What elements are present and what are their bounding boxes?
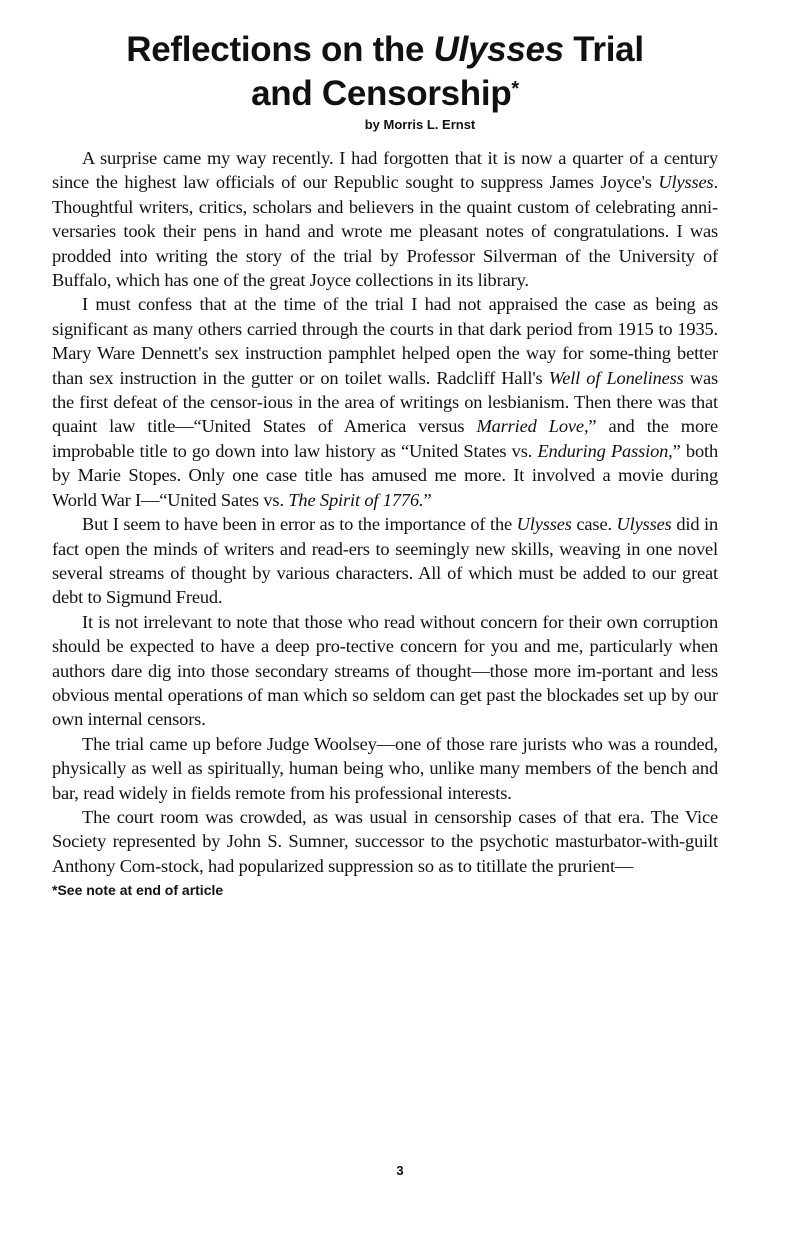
paragraph-text: The court room was crowded, as was usual in censorship cases of that era. The Vice Society represented by John S. Sumner, successor to the psychotic masturbator-with-guilt Anthony Com-stock, had popularized suppression so as to titillate the prurient— [52, 806, 718, 876]
italic-title-text: Well of Loneliness [548, 367, 684, 388]
paragraph-text: case. [571, 514, 617, 535]
paragraph-text: It is not irrelevant to note that those who read without concern for their own corruption should be expected to have a deep pro-tective concern for you and me, particularly when authors dare dig into those secondary streams of thought—those more im-portant and less obvious mental operations of man which so seldom can get past the blockades set up by our own internal censors. [52, 611, 718, 730]
paragraph-text: A surprise came my way recently. I had forgotten that it is now a quarter of a century since the highest law officials of our Republic sought to suppress James Joyce's [52, 148, 718, 193]
italic-title-text: Married Love, [476, 416, 589, 437]
title-line1-italic: Ulysses [433, 30, 564, 69]
paragraph-text: did in fact open the minds of writers and read-ers to seemingly new skills, weaving in one novel several streams of thought by various characters. All of which must be added to our great debt to Sigmund Freud. [52, 514, 719, 608]
title-line1-end: Trial [563, 30, 644, 69]
footnote: *See note at end of article [52, 882, 224, 899]
paragraph-text: . Thoughtful writers, critics, scholars and believers in the quaint custom of celebrating anni-versaries took their pens in hand and wrote me pleasant notes of congratulations. I was prodded into writing the story of the trial by Professor Silverman of the University of Buffalo, which has one of the great Joyce collections in its library. [52, 172, 718, 291]
paragraph-text: ” both by Marie Stopes. Only one case title has amused me more. It involved a movie during World War I—“United Sates vs. [52, 440, 718, 510]
italic-title-text: Ulysses [658, 172, 714, 193]
italic-title-text: The Spirit of 1776. [288, 489, 424, 510]
title-footnote-mark: * [511, 78, 519, 100]
title-line1-start: Reflections on the [126, 30, 434, 69]
title-line2: and Censorship [251, 74, 512, 113]
article-page [52, 28, 718, 900]
body-paragraph [52, 146, 718, 292]
paragraph-text: ” and the more improbable title to go down into law history as “United States vs. [52, 416, 718, 461]
body-paragraph [52, 732, 718, 805]
italic-title-text: Ulysses [516, 514, 572, 535]
body-paragraph [52, 610, 718, 732]
page-number: 3 [396, 1163, 404, 1178]
paragraph-text: But I seem to have been in error as to the importance of the [82, 514, 517, 535]
byline: by Morris L. Ernst [364, 117, 476, 132]
body-paragraph [52, 805, 718, 878]
article-title [52, 28, 718, 116]
body-paragraph [52, 512, 718, 610]
italic-title-text: Enduring Passion, [537, 440, 673, 461]
article-body [52, 146, 718, 878]
paragraph-text: ” [423, 489, 432, 510]
italic-title-text: Ulysses [616, 514, 672, 535]
body-paragraph [52, 292, 718, 512]
paragraph-text: The trial came up before Judge Woolsey—one of those rare jurists who was a rounded, physically as well as spiritually, human being who, unlike many members of the bench and bar, read widely in fields remote from his professional interests. [52, 733, 718, 803]
paragraph-text: I must confess that at the time of the trial I had not appraised the case as being as significant as many others carried through the courts in that dark period from 1915 to 1935. Mary Ware Dennett's sex instruction pamphlet helped open the way for some-thing better than sex instruction in the gutter or on toilet walls. Radcliff Hall's [52, 294, 718, 388]
paragraph-text: was the first defeat of the censor-ious in the area of writings on lesbianism. Then there was that quaint law title—“United States of America versus [52, 367, 718, 437]
